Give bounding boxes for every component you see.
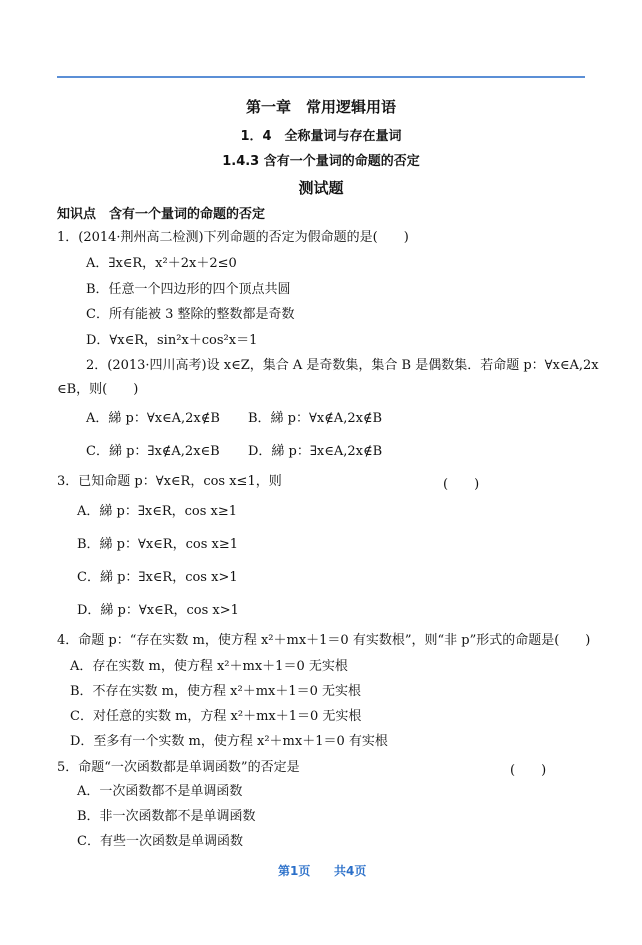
header-rule	[57, 76, 585, 78]
q5-option-c: C．有些一次函数是单调函数	[77, 834, 243, 849]
q3-option-b: B．綈 p：∀x∈R，cos x≥1	[77, 537, 239, 552]
q1-stem: 1．(2014·荆州高二检测)下列命题的否定为假命题的是( )	[57, 230, 409, 245]
q5-option-b: B．非一次函数都不是单调函数	[77, 809, 256, 824]
subsection-title: 1.4.3 含有一个量词的命题的否定	[222, 154, 420, 169]
q2-stem-line2: ∈B，则( )	[57, 382, 139, 397]
q1-option-c: C．所有能被 3 整除的整数都是奇数	[86, 307, 295, 322]
q2-option-d: D．綈 p：∃x∈A,2x∉B	[248, 444, 383, 459]
footer-total-pages: 共4页	[334, 864, 367, 878]
q3-answer-paren: ( )	[443, 477, 480, 492]
q4-option-c: C．对任意的实数 m，方程 x²＋mx＋1＝0 无实根	[70, 709, 362, 724]
q3-stem: 3．已知命题 p：∀x∈R，cos x≤1，则	[57, 474, 282, 489]
q5-option-a: A．一次函数都不是单调函数	[77, 784, 243, 799]
q4-stem: 4．命题 p：“存在实数 m，使方程 x²＋mx＋1＝0 有实数根”，则“非 p”形式的命题是( )	[57, 633, 591, 648]
knowledge-point: 知识点 含有一个量词的命题的否定	[57, 207, 266, 222]
q4-option-b: B．不存在实数 m，使方程 x²＋mx＋1＝0 无实根	[70, 684, 362, 699]
footer-page-number: 第1页	[278, 864, 311, 878]
q2-option-a: A．綈 p：∀x∈A,2x∉B	[86, 411, 220, 426]
q3-option-c: C．綈 p：∃x∈R，cos x>1	[77, 570, 238, 585]
q2-option-c: C．綈 p：∃x∉A,2x∈B	[86, 444, 220, 459]
q2-stem-line1: 2．(2013·四川高考)设 x∈Z，集合 A 是奇数集，集合 B 是偶数集．若命题 p：∀x∈A,2x	[86, 358, 599, 373]
q4-option-a: A．存在实数 m，使方程 x²＋mx＋1＝0 无实根	[70, 659, 348, 674]
section-title: 1．4 全称量词与存在量词	[240, 129, 402, 144]
q1-option-d: D．∀x∈R，sin²x＋cos²x＝1	[86, 333, 258, 348]
q2-option-b: B．綈 p：∀x∉A,2x∉B	[248, 411, 383, 426]
q5-answer-paren: ( )	[510, 763, 547, 778]
q1-option-b: B．任意一个四边形的四个顶点共圆	[86, 282, 291, 297]
q4-option-d: D．至多有一个实数 m，使方程 x²＋mx＋1＝0 有实根	[70, 734, 388, 749]
q5-stem: 5．命题“一次函数都是单调函数”的否定是	[57, 760, 300, 775]
doc-title: 测试题	[298, 179, 344, 197]
chapter-title: 第一章 常用逻辑用语	[245, 98, 396, 116]
q1-option-a: A．∃x∈R，x²＋2x＋2≤0	[86, 256, 237, 271]
q3-option-a: A．綈 p：∃x∈R，cos x≥1	[77, 504, 238, 519]
q3-option-d: D．綈 p：∀x∈R，cos x>1	[77, 603, 239, 618]
